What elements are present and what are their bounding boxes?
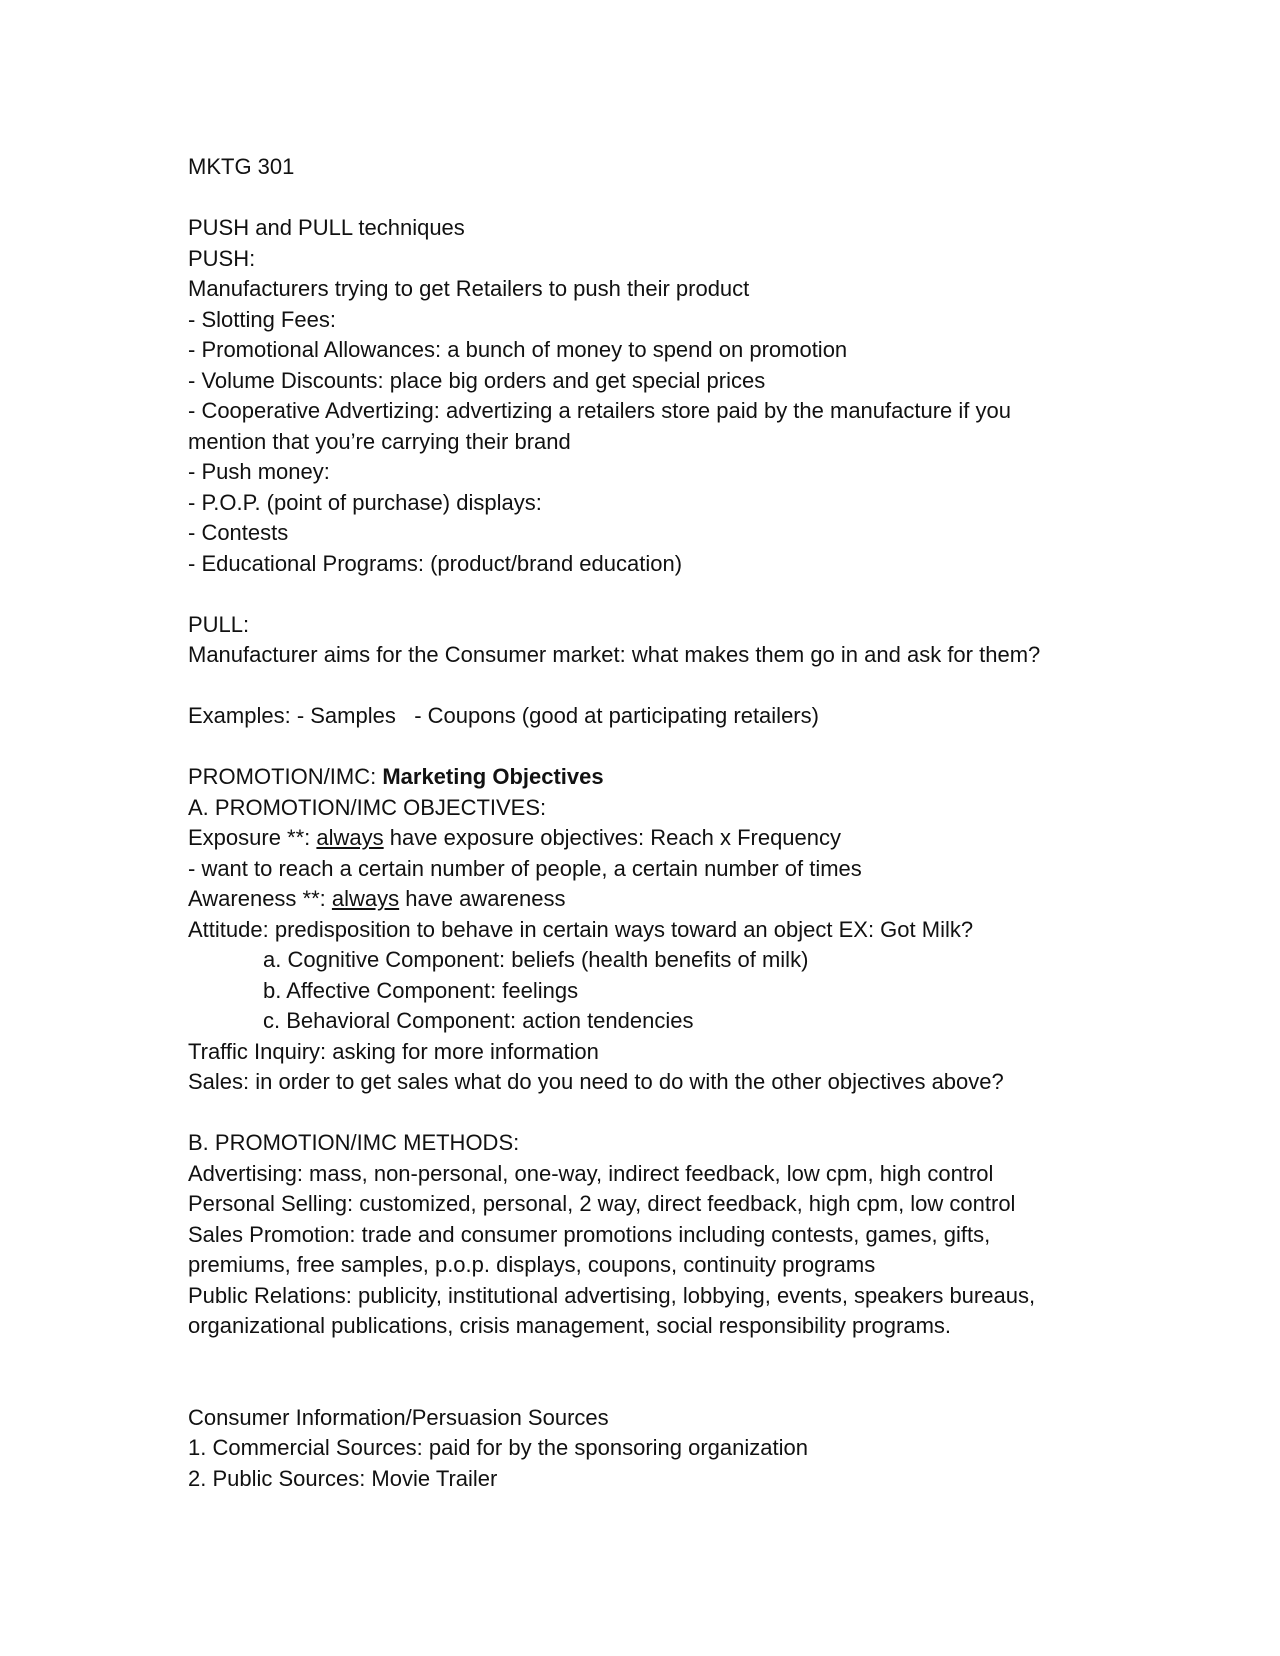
pull-heading: PULL:: [188, 611, 250, 637]
methods-heading: B. PROMOTION/IMC METHODS:: [188, 1130, 520, 1155]
exposure-label: Exposure **:: [188, 825, 317, 850]
attitude-line: Attitude: predisposition to behave in certain ways toward an object EX: Got Milk?: [188, 916, 974, 942]
awareness-underlined: always: [331, 886, 400, 911]
push-item: - P.O.P. (point of purchase) displays:: [188, 489, 542, 515]
method-item: Public Relations: publicity, institutional advertising, lobbying, events, speakers bureaus, organizational publications, crisis management, social responsibility programs.: [188, 1282, 1042, 1338]
exposure-underlined: always: [316, 825, 384, 850]
push-item: - Educational Programs: (product/brand education): [188, 550, 683, 576]
push-heading: PUSH:: [188, 245, 256, 271]
push-item: - Push money:: [188, 459, 330, 484]
push-item: - Volume Discounts: place big orders and get special prices: [188, 367, 766, 393]
blank-line: [188, 1372, 1088, 1403]
exposure-text: have exposure objectives: Reach x Frequency: [383, 825, 842, 850]
sales-line: Sales: in order to get sales what do you need to do with the other objectives above?: [188, 1069, 1004, 1094]
traffic-line: Traffic Inquiry: asking for more information: [188, 1038, 599, 1064]
sources-heading: Consumer Information/Persuasion Sources: [188, 1404, 609, 1430]
awareness-line: [188, 884, 1088, 915]
exposure-line: [188, 823, 1088, 854]
push-item: - Contests: [188, 520, 289, 545]
promotion-heading-bold: Marketing Objectives: [382, 764, 604, 789]
method-item: Advertising: mass, non-personal, one-way, indirect feedback, low cpm, high control: [188, 1160, 994, 1186]
push-item: - Slotting Fees:: [188, 306, 336, 332]
objectives-heading: A. PROMOTION/IMC OBJECTIVES:: [188, 794, 547, 820]
document-body: [188, 152, 1088, 1494]
push-description: Manufacturers trying to get Retailers to push their product: [188, 276, 750, 301]
blank-line: [188, 732, 1088, 763]
exposure-note: - want to reach a certain number of people, a certain number of times: [188, 855, 862, 881]
push-pull-title: PUSH and PULL techniques: [188, 215, 465, 240]
awareness-label: Awareness **:: [188, 886, 332, 911]
promotion-heading: [188, 762, 1088, 793]
blank-line: [188, 1342, 1088, 1373]
pull-description: Manufacturer aims for the Consumer market: what makes them go in and ask for them?: [188, 642, 1041, 667]
pull-examples: Examples: - Samples - Coupons (good at participating retailers): [188, 703, 819, 728]
method-item: Personal Selling: customized, personal, 2 way, direct feedback, high cpm, low control: [188, 1191, 1016, 1216]
blank-line: [188, 1098, 1088, 1129]
method-item: Sales Promotion: trade and consumer promotions including contests, games, gifts, premiums, free samples, p.o.p. displays, coupons, continuity programs: [188, 1221, 997, 1277]
blank-line: [188, 671, 1088, 702]
push-item: - Cooperative Advertizing: advertizing a retailers store paid by the manufacture if you mention that you’re carrying their brand: [188, 398, 1018, 454]
awareness-text: have awareness: [399, 886, 566, 911]
promotion-heading-prefix: PROMOTION/IMC:: [188, 764, 383, 789]
attitude-item: b. Affective Component: feelings: [263, 977, 579, 1003]
course-title: MKTG 301: [188, 154, 295, 179]
blank-line: [188, 579, 1088, 610]
source-item: 1. Commercial Sources: paid for by the sponsoring organization: [188, 1435, 808, 1460]
attitude-item: c. Behavioral Component: action tendencies: [263, 1008, 694, 1033]
blank-line: [188, 183, 1088, 214]
source-item: 2. Public Sources: Movie Trailer: [188, 1465, 498, 1491]
push-item: - Promotional Allowances: a bunch of money to spend on promotion: [188, 337, 848, 362]
attitude-item: a. Cognitive Component: beliefs (health benefits of milk): [263, 947, 809, 972]
